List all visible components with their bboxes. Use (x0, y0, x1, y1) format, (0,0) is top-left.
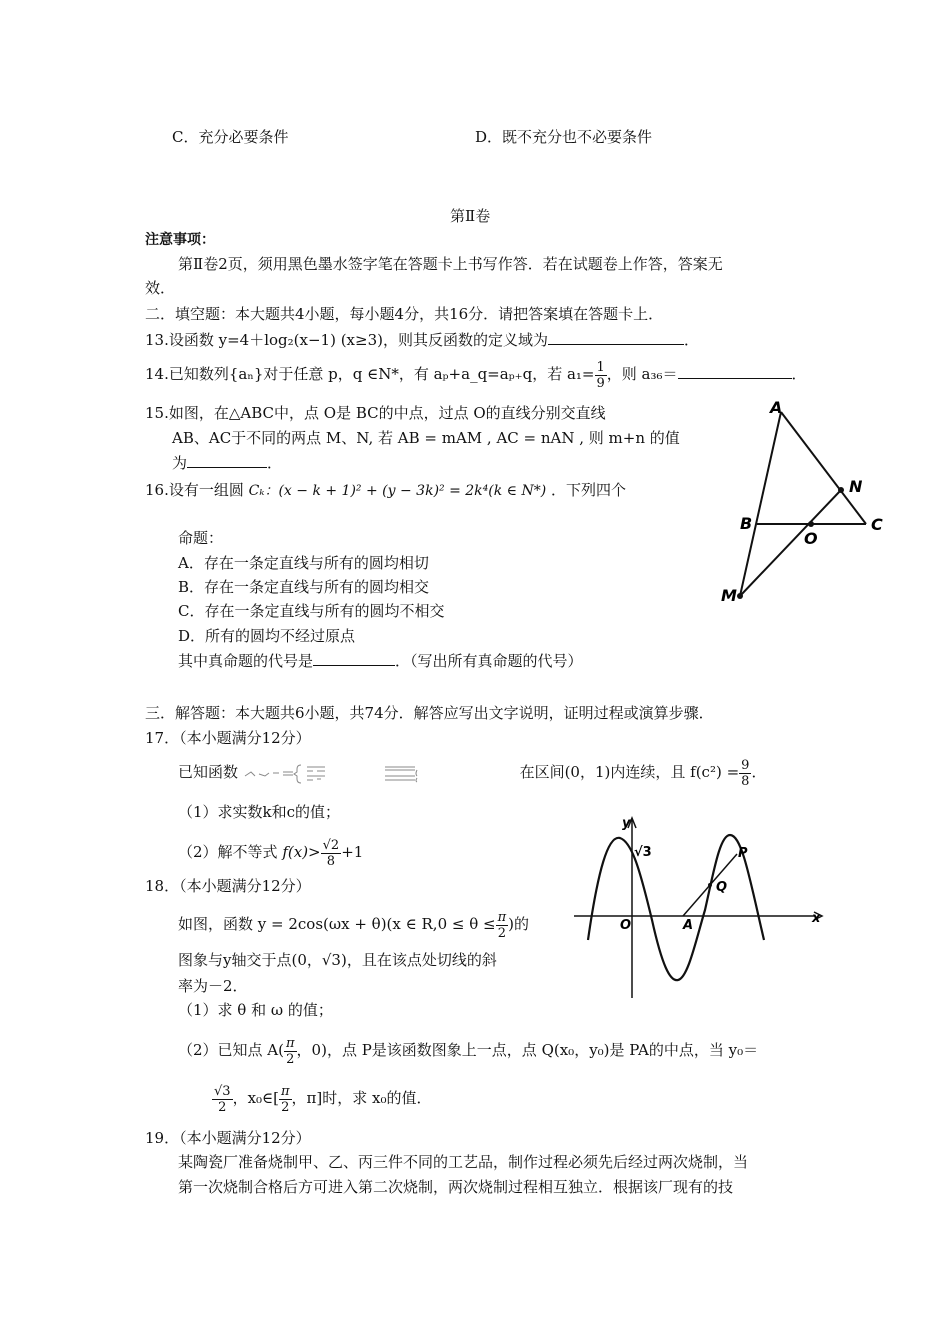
q18-two: 2 (497, 925, 506, 941)
q15-line-3 (172, 453, 282, 473)
q17-part-2 (178, 832, 363, 872)
q17-condition: 在区间(0，1)内连续，且 f(c²) = (519, 763, 740, 781)
label-q: Q (716, 880, 728, 895)
q18-line-1-tail: )的 (508, 915, 529, 933)
q18-part-2-a: （2）已知点 A( (178, 1041, 284, 1059)
q16-line-2: 命题： (178, 529, 224, 547)
triangle-figure (718, 395, 898, 610)
q18-line-1-text: 如图，函数 y = 2cos(ωx + θ)(x ∈ R,0 ≤ θ ≤ (178, 915, 496, 933)
label-y: y (622, 816, 631, 831)
q16-answer-blank (313, 651, 395, 666)
label-origin: O (620, 918, 632, 933)
q17-ineq-den: 8 (326, 853, 336, 869)
q18-part-2-pi: π (286, 1035, 295, 1051)
q17-ineq-fraction (321, 838, 342, 869)
q13-period: ． (683, 331, 699, 349)
q16-option-c: C．存在一条定直线与所有的圆均不相交 (178, 602, 445, 620)
q18-pi: π (497, 909, 507, 925)
label-a: A (683, 918, 694, 933)
q18-line-1 (178, 904, 529, 944)
cosine-graph-figure (570, 810, 830, 1005)
q17-ineq-left: f(x)> (282, 843, 321, 861)
q18-x0-two: 2 (281, 1099, 290, 1115)
q18-part-2-frac (284, 1036, 297, 1067)
q14-answer-blank (678, 364, 792, 379)
q17-fraction (739, 758, 751, 789)
segment-am (740, 412, 781, 596)
label-sqrt3: √3 (634, 845, 652, 860)
q16-formula: Cₖ：(x − k + 1)² + (y − 3k)² = 2k⁴(k ∈ N*) (248, 483, 547, 499)
label-m: M (721, 586, 737, 605)
notice-line-1: 第Ⅱ卷2页，须用黑色墨水签字笔在答题卡上书写作答．若在试题卷上作答，答案无 (178, 255, 723, 273)
point-m (737, 593, 743, 599)
part2-heading: 二．填空题：本大题共4小题，每小题4分，共16分．请把答案填在答题卡上． (145, 305, 664, 323)
q17-intro: 已知函数 (178, 763, 239, 781)
q19-line-2: 第一次烧制合格后方可进入第二次烧制，两次烧制过程相互独立．根据该厂现有的技 (178, 1178, 734, 1196)
q18-title: 18．（本小题满分12分） (145, 877, 311, 895)
segment-mn (740, 490, 841, 596)
q15-period: ． (267, 454, 283, 472)
q16-ask (178, 651, 583, 671)
option-d: D．既不充分也不必要条件 (475, 128, 653, 146)
point-n (838, 487, 844, 493)
q17-title: 17．（本小题满分12分） (145, 729, 311, 747)
q18-part-2-b: ，0)，点 P是该函数图象上一点，点 Q(x₀，y₀)是 PA的中点，当 y₀＝ (296, 1041, 759, 1059)
q18-x0-frac (279, 1084, 292, 1115)
q18-x0-pi: π (281, 1083, 290, 1099)
q18-x0-range-a: ，x₀∈[ (232, 1089, 279, 1107)
q14-text-a: 14.已知数列{aₙ}对于任意 p，q ∈N*，有 aₚ+a_q=aₚ₊q，若 a₁= (145, 365, 595, 383)
q19-title: 19．（本小题满分12分） (145, 1129, 311, 1147)
label-n: N (849, 477, 863, 496)
q17-part-2-text: （2）解不等式 (178, 843, 278, 861)
q18-y0-num: √3 (214, 1083, 231, 1099)
label-c: C (871, 515, 883, 534)
part3-heading: 三．解答题：本大题共6小题，共74分．解答应写出文字说明，证明过程或演算步骤． (145, 704, 714, 722)
q17-line-1 (178, 752, 766, 792)
q15-prefix: 为 (172, 454, 188, 472)
q14-period: ． (791, 365, 807, 383)
q16-option-a: A．存在一条定直线与所有的圆均相切 (178, 554, 429, 572)
q17-ineq-right: +1 (341, 843, 364, 861)
q18-part-1: （1）求 θ 和 ω 的值； (178, 1001, 333, 1019)
q14-num: 1 (596, 359, 605, 375)
q17-ineq-num: √2 (322, 837, 340, 853)
q17-garbled-function (243, 762, 515, 784)
q18-part-2 (178, 1030, 758, 1070)
q14-text-b: ，则 a₃₆＝ (606, 365, 678, 383)
q18-x0-range-b: ，π]时，求 x₀的值． (291, 1089, 432, 1107)
q18-pi-half (496, 910, 509, 941)
q16-note: ．（写出所有真命题的代号） (395, 652, 583, 670)
q13-text: 13.设函数 y=4＋log₂(x−1) (x≥3)，则其反函数的定义域为 (145, 331, 548, 349)
q14-den: 9 (596, 375, 605, 391)
q17-den: 8 (741, 773, 750, 789)
q18-part-2-cont (212, 1078, 432, 1118)
q13-answer-blank (548, 330, 684, 345)
point-q (708, 883, 712, 887)
q18-y0-den: 2 (218, 1099, 227, 1115)
label-x: x (812, 911, 821, 926)
q16-option-d: D．所有的圆均不经过原点 (178, 627, 356, 645)
q18-line-3: 率为－2． (178, 977, 248, 995)
q17-period: ． (751, 763, 767, 781)
q16-option-b: B．存在一条定直线与所有的圆均相交 (178, 578, 430, 596)
q19-line-1: 某陶瓷厂准备烧制甲、乙、丙三件不同的工艺品，制作过程必须先后经过两次烧制，当 (178, 1153, 749, 1171)
q18-part-2-two: 2 (286, 1051, 295, 1067)
q17-part-1: （1）求实数k和c的值； (178, 803, 341, 821)
label-o: O (804, 529, 818, 548)
q14 (145, 354, 807, 394)
label-b: B (740, 514, 753, 533)
q13 (145, 330, 699, 350)
q14-fraction (595, 360, 607, 391)
q18-line-2: 图象与y轴交于点(0，√3)，且在该点处切线的斜 (178, 951, 497, 969)
section-title: 第Ⅱ卷 (450, 207, 491, 225)
notice-line-2: 效． (145, 279, 176, 297)
q15-line-2: AB、AC于不同的两点 M、N, 若 AB = mAM , AC = nAN , 则 m+n 的值 (172, 429, 680, 447)
option-c: C．充分必要条件 (172, 128, 289, 146)
notice-heading: 注意事项： (145, 232, 215, 248)
q16-line-1 (145, 480, 626, 501)
q17-num: 9 (741, 757, 750, 773)
q16-intro: 16.设有一组圆 (145, 481, 244, 499)
q16-ask-text: 其中真命题的代号是 (178, 652, 314, 670)
q18-y0-frac (212, 1084, 233, 1115)
label-p: P (738, 846, 748, 861)
point-o (808, 521, 814, 527)
label-a: A (770, 398, 783, 417)
q15-answer-blank (187, 453, 267, 468)
q15-line-1: 15.如图，在△ABC中，点 O是 BC的中点，过点 O的直线分别交直线 (145, 404, 606, 422)
q16-tail: ．下列四个 (550, 481, 626, 499)
